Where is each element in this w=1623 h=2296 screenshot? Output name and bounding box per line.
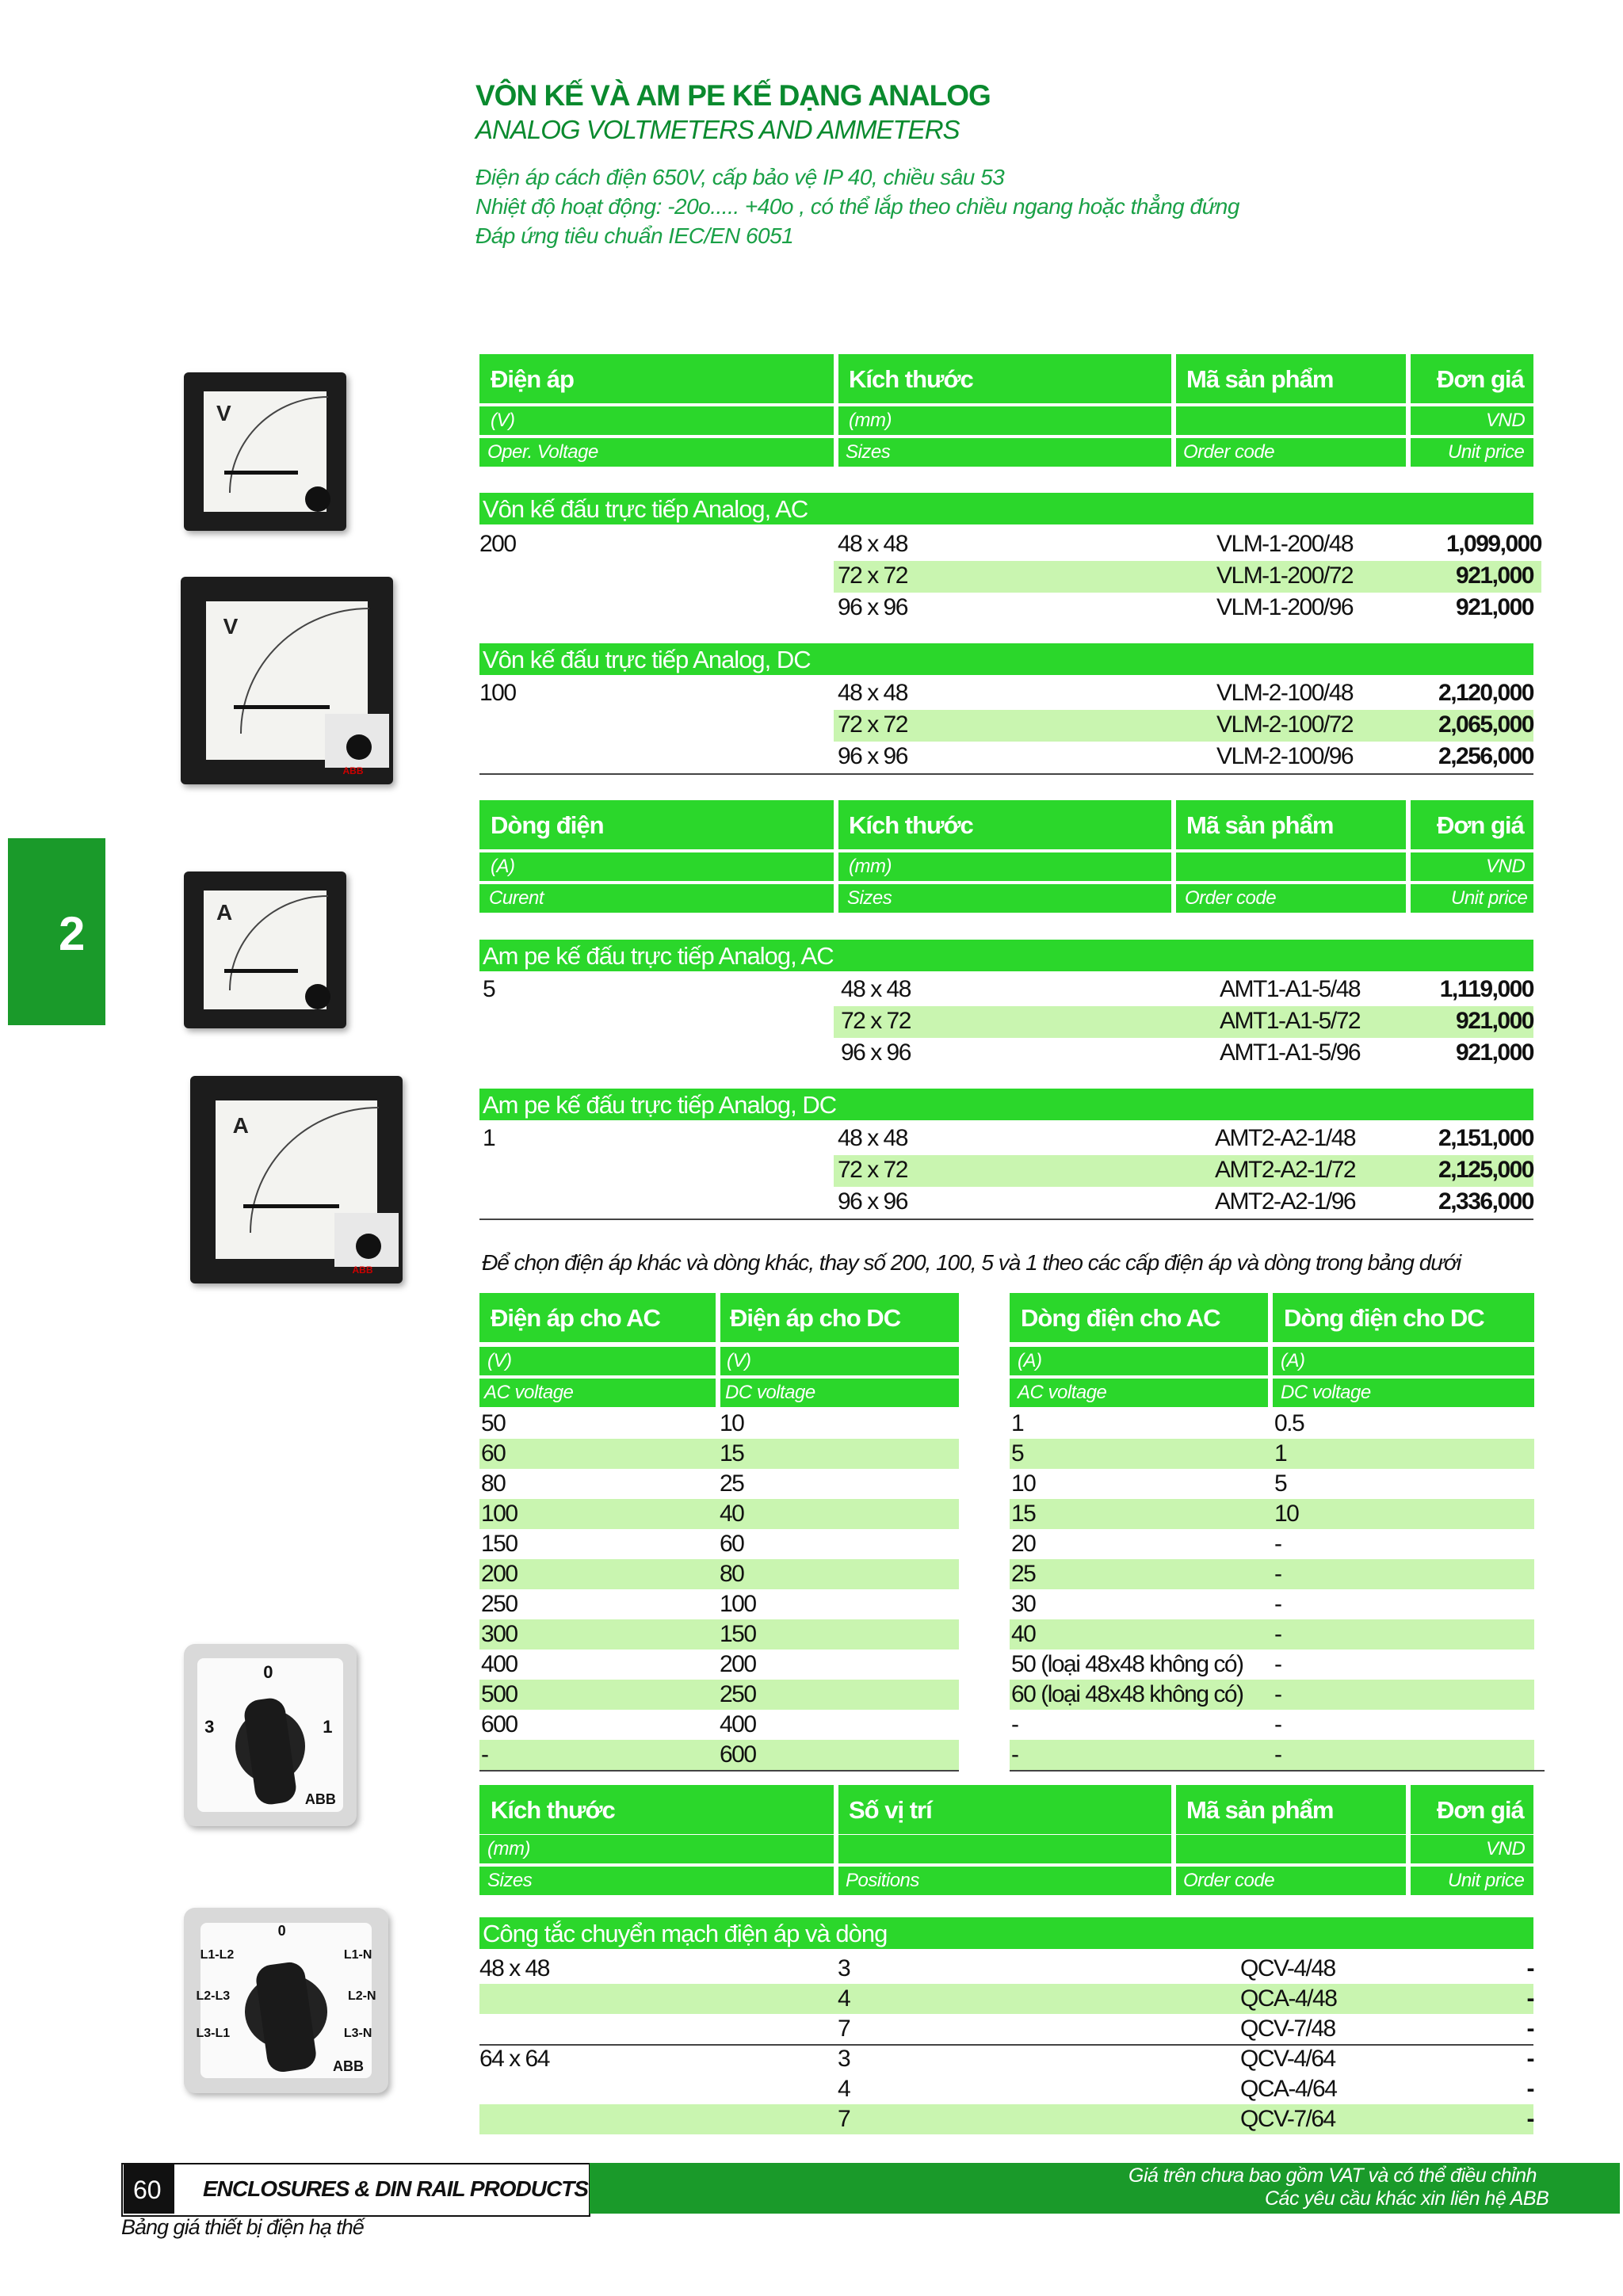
voltmeter-96-image (181, 577, 393, 784)
en-cell: Unit price (1448, 1870, 1525, 1891)
voltmeter-48-image (184, 372, 346, 531)
en-cell: Oper. Voltage (487, 441, 598, 463)
table-units-row (479, 1835, 1533, 1863)
abb-logo: ABB (333, 2058, 365, 2074)
table-row: 1 48 x 48 AMT2-A2-1/48 2,151,000 (483, 1125, 1533, 1151)
range-row-current: 15 10 (1010, 1499, 1534, 1529)
en-cell: Unit price (1451, 887, 1528, 909)
range-row-voltage: 600 400 (481, 1711, 756, 1737)
table-row: 7 QCV-7/64 - (479, 2104, 1533, 2134)
col-header: Mã sản phẩm (1186, 365, 1334, 393)
table-en-row (479, 438, 1533, 467)
en-cell: Sizes (846, 441, 891, 463)
range-row-current: 60 (loại 48x48 không có) - (1010, 1680, 1534, 1710)
page-title: VÔN KẾ VÀ AM PE KẾ DẠNG ANALOG (475, 79, 991, 112)
table-row: 96 x 96 AMT1-A1-5/96 921,000 (841, 1039, 1533, 1066)
footer-subtitle: Bảng giá thiết bị điện hạ thế (121, 2215, 364, 2239)
table-row: 7 QCV-7/48 - (838, 2016, 1533, 2042)
spec-line-3: Đáp ứng tiêu chuẩn IEC/EN 6051 (475, 223, 794, 248)
voltage-switch-image (184, 1644, 357, 1826)
unit-cell: (A) (491, 856, 515, 877)
table-en-row (479, 1867, 1533, 1895)
en-cell: Curent (489, 887, 544, 909)
position-label: L2-L3 (196, 1989, 231, 2003)
range-row-voltage: 100 40 (479, 1499, 959, 1529)
range-row-voltage: 400 200 (481, 1651, 756, 1677)
position-label: 0 (263, 1662, 273, 1682)
table-header (479, 1785, 1533, 1834)
range-row-current: 25 - (1010, 1559, 1534, 1589)
col-header: Dòng điện cho AC (1021, 1304, 1220, 1332)
position-label: L3-L1 (196, 2026, 231, 2040)
page-subtitle: ANALOG VOLTMETERS AND AMMETERS (475, 115, 960, 144)
position-label: 3 (204, 1717, 215, 1737)
en-cell: Order code (1183, 1870, 1275, 1891)
position-label: L3-N (343, 2026, 372, 2040)
col-header: Mã sản phẩm (1186, 1796, 1334, 1824)
table-row: 200 48 x 48 VLM-1-200/48 1,099,000 (479, 531, 1541, 557)
table-row: 48 x 48 3 QCV-4/48 - (479, 1955, 1533, 1981)
col-header: Số vị trí (849, 1796, 932, 1824)
section-title: Vôn kế đấu trực tiếp Analog, DC (479, 643, 1533, 675)
table-row: 5 48 x 48 AMT1-A1-5/48 1,119,000 (483, 976, 1533, 1002)
ammeter-96-image (190, 1076, 403, 1283)
table-en-row (479, 884, 1533, 913)
unit-cell: (V) (491, 410, 515, 431)
footer-note-bar (590, 2163, 1620, 2214)
chapter-tab[interactable] (8, 838, 105, 1025)
col-header: Điện áp cho DC (730, 1304, 901, 1332)
en-cell: Sizes (487, 1870, 533, 1891)
table-row: 72 x 72 AMT2-A2-1/72 2,125,000 (834, 1155, 1533, 1187)
range-en-voltage: AC voltage DC voltage (479, 1379, 959, 1407)
unit-cell: (mm) (849, 410, 892, 431)
range-en-current: AC voltage DC voltage (1010, 1379, 1534, 1407)
range-row-voltage: 250 100 (481, 1591, 756, 1617)
range-row-current: 30 - (1011, 1591, 1281, 1617)
unit-cell: (mm) (849, 856, 892, 877)
table-row: 96 x 96 AMT2-A2-1/96 2,336,000 (838, 1188, 1533, 1215)
range-row-voltage: 60 15 (479, 1439, 959, 1469)
selection-note: Để chọn điện áp khác và dòng khác, thay số 200, 100, 5 và 1 theo các cấp điện áp và dòng trong bảng dưới (482, 1250, 1461, 1275)
table-row: 72 x 72 VLM-1-200/72 921,000 (834, 561, 1541, 593)
ammeter-letter: A (216, 899, 233, 925)
position-label: L1-N (343, 1948, 372, 1962)
voltmeter-letter: V (223, 614, 239, 639)
table-row: 4 QCA-4/48 - (479, 1984, 1533, 2014)
range-row-voltage: - 600 (479, 1740, 959, 1770)
table-header (479, 800, 1533, 849)
range-row-voltage: 200 80 (479, 1559, 959, 1589)
ammeter-48-image (184, 871, 346, 1028)
range-row-voltage: 150 60 (481, 1531, 744, 1557)
table-header (479, 354, 1533, 403)
col-header: Dòng điện (491, 811, 604, 839)
table-units-row (479, 852, 1533, 881)
range-row-current: - - (1010, 1740, 1534, 1770)
table-row: 4 QCA-4/64 - (838, 2076, 1533, 2102)
range-row-current: 10 5 (1011, 1470, 1287, 1497)
range-row-current: 1 0.5 (1011, 1410, 1304, 1436)
col-header: Điện áp (491, 365, 574, 393)
table-row: 64 x 64 3 QCV-4/64 - (479, 2046, 1533, 2072)
range-row-voltage: 300 150 (479, 1619, 959, 1650)
voltmeter-letter: V (216, 401, 231, 425)
range-row-current: 20 - (1011, 1531, 1281, 1557)
range-units-current: (A) (A) (1010, 1347, 1534, 1375)
en-cell: Unit price (1448, 441, 1525, 463)
en-cell: Order code (1185, 887, 1277, 909)
range-row-current: 50 (loại 48x48 không có) - (1011, 1651, 1281, 1677)
range-row-voltage: 80 25 (481, 1470, 744, 1497)
en-cell: Sizes (847, 887, 892, 909)
col-header: Dòng điện cho DC (1284, 1304, 1484, 1332)
position-label: L2-N (347, 1989, 376, 2003)
col-header: Mã sản phẩm (1186, 811, 1334, 839)
position-label: 1 (323, 1717, 333, 1737)
range-row-voltage: 500 250 (479, 1680, 959, 1710)
spec-line-2: Nhiệt độ hoạt động: -20o..... +40o , có thể lắp theo chiều ngang hoặc thẳng đứng (475, 194, 1239, 219)
col-header: Kích thước (849, 811, 973, 839)
table-row: 72 x 72 AMT1-A1-5/72 921,000 (834, 1006, 1533, 1038)
col-header: Đơn giá (1437, 811, 1524, 839)
table-row: 96 x 96 VLM-1-200/96 921,000 (838, 594, 1533, 620)
range-row-current: 5 1 (1010, 1439, 1534, 1469)
col-header: Đơn giá (1437, 365, 1524, 393)
col-header: Kích thước (849, 365, 973, 393)
table-row: 96 x 96 VLM-2-100/96 2,256,000 (838, 743, 1533, 769)
range-row-current: - - (1011, 1711, 1281, 1737)
page-number: 60 (124, 2164, 174, 2214)
footer-section-title: ENCLOSURES & DIN RAIL PRODUCTS (203, 2176, 588, 2201)
current-switch-image (184, 1908, 388, 2093)
section-title: Vôn kế đấu trực tiếp Analog, AC (479, 493, 1533, 524)
section-title: Công tắc chuyển mạch điện áp và dòng (479, 1917, 1533, 1949)
range-row-voltage: 50 10 (481, 1410, 744, 1436)
en-cell: Order code (1183, 441, 1275, 463)
col-header: Đơn giá (1437, 1796, 1524, 1824)
abb-logo: ABB (352, 1264, 373, 1276)
chapter-number: 2 (59, 907, 86, 960)
unit-cell: VND (1486, 410, 1526, 431)
col-header: Điện áp cho AC (491, 1304, 660, 1332)
position-label: 0 (277, 1922, 286, 1939)
en-cell: Positions (846, 1870, 919, 1891)
section-title: Am pe kế đấu trực tiếp Analog, DC (479, 1089, 1533, 1120)
position-label: L1-L2 (200, 1948, 235, 1962)
footer-note-contact: Các yêu cầu khác xin liên hệ ABB (1265, 2187, 1549, 2210)
footer-note-vat: Giá trên chưa bao gồm VAT và có thể điều chỉnh (1128, 2164, 1537, 2187)
table-row: 100 48 x 48 VLM-2-100/48 2,120,000 (479, 680, 1533, 706)
ammeter-letter: A (232, 1113, 249, 1138)
spec-line-1: Điện áp cách điện 650V, cấp bảo vệ IP 40, chiều sâu 53 (475, 165, 1005, 189)
abb-logo: ABB (304, 1791, 336, 1807)
unit-cell: VND (1486, 856, 1526, 877)
abb-logo: ABB (342, 765, 364, 776)
section-title: Am pe kế đấu trực tiếp Analog, AC (479, 940, 1533, 971)
unit-cell: VND (1486, 1838, 1526, 1859)
unit-cell: (mm) (487, 1838, 530, 1859)
table-units-row (479, 406, 1533, 435)
table-row: 72 x 72 VLM-2-100/72 2,065,000 (834, 710, 1533, 742)
range-row-current: 40 - (1010, 1619, 1534, 1650)
range-units-voltage: (V) (V) (479, 1347, 959, 1375)
col-header: Kích thước (491, 1796, 615, 1824)
